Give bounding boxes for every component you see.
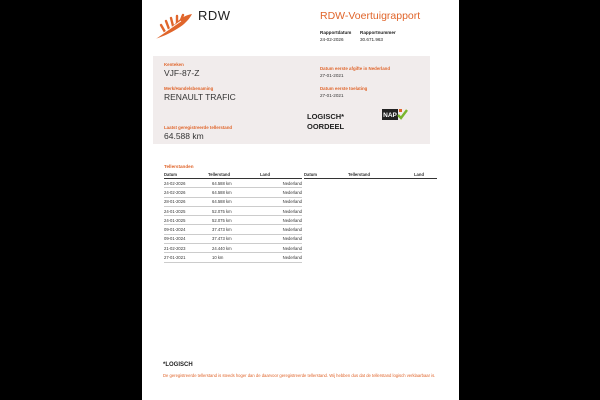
readings-table-right [304, 172, 437, 179]
cell-date: 24-01-2025 [164, 206, 208, 215]
col-header-date: Datum [304, 172, 348, 179]
cell-country: Nederland [260, 206, 302, 215]
odometer-field [164, 125, 232, 141]
table-row [164, 253, 302, 262]
judgement-label [307, 112, 344, 132]
report-title: RDW-Voertuigrapport [320, 10, 421, 22]
table-row [164, 216, 302, 225]
cell-country: Nederland [260, 234, 302, 243]
cell-odometer: 37.473 km [208, 225, 260, 234]
cell-odometer: 64.588 km [208, 179, 260, 188]
brand-name: RDW [198, 8, 231, 23]
cell-date: 09-01-2024 [164, 234, 208, 243]
cell-country: Nederland [260, 253, 302, 262]
report-number-value: 30.671.963 [360, 37, 383, 42]
table-row [164, 206, 302, 215]
cell-date: 27-01-2021 [164, 253, 208, 262]
cell-odometer: 10 km [208, 253, 260, 262]
readings-table-left [164, 172, 302, 263]
rdw-feather-logo-icon [153, 12, 197, 42]
nap-logo-text: NAP [383, 112, 397, 119]
first-nl-value: 27-01-2021 [320, 73, 344, 78]
table-row [164, 179, 302, 188]
cell-date: 09-01-2024 [164, 225, 208, 234]
first-admission-field [320, 86, 367, 98]
cell-country: Nederland [260, 179, 302, 188]
judgement-line-2: OORDEEL [307, 122, 345, 131]
judgement-line-1: LOGISCH* [307, 112, 345, 121]
table-row [164, 197, 302, 206]
odometer-label: Laatst geregistreerde tellerstand [164, 125, 233, 130]
plate-value: VJF-87-Z [164, 68, 200, 78]
report-date [320, 30, 351, 42]
plate-label: Kenteken [164, 62, 184, 67]
cell-odometer: 24.440 km [208, 244, 260, 253]
first-admission-value: 27-01-2021 [320, 93, 344, 98]
model-field [164, 86, 236, 102]
cell-odometer: 52.075 km [208, 206, 260, 215]
cell-date: 24-02-2026 [164, 179, 208, 188]
cell-country: Nederland [260, 244, 302, 253]
table-row [164, 244, 302, 253]
cell-date: 24-01-2025 [164, 216, 208, 225]
nap-logo-icon [382, 109, 408, 120]
model-label: Merk/Handelsbenaming [164, 86, 214, 91]
report-number-label: Rapportnummer [360, 30, 396, 35]
plate-field [164, 62, 199, 78]
col-header-odometer: Tellerstand [348, 172, 414, 179]
report-number [360, 30, 396, 42]
cell-odometer: 64.588 km [208, 188, 260, 197]
readings-section-title: Tellerstanden [164, 164, 194, 169]
legend-title: *LOGISCH [163, 362, 193, 368]
cell-odometer: 37.473 km [208, 234, 260, 243]
table-row [164, 234, 302, 243]
report-page [142, 0, 459, 400]
cell-date: 21-02-2023 [164, 244, 208, 253]
cell-odometer: 64.588 km [208, 197, 260, 206]
first-nl-field [320, 66, 390, 78]
odometer-value: 64.588 km [164, 131, 204, 141]
cell-country: Nederland [260, 188, 302, 197]
report-date-value: 24-02-2026 [320, 37, 344, 42]
col-header-odometer: Tellerstand [208, 172, 260, 179]
legend-text: De geregistreerde tellerstand is steeds hoger dan de daarvoor geregistreerde tellerstand. Wij hebben dus dat de tellerstand logisch verklaarbaar is. [163, 373, 436, 378]
first-admission-label: Datum eerste toelating [320, 86, 368, 91]
first-nl-label: Datum eerste afgifte in Nederland [320, 66, 391, 71]
report-date-label: Rapportdatum [320, 30, 352, 35]
col-header-country: Land [260, 172, 302, 179]
table-row [164, 188, 302, 197]
table-header-row [304, 172, 437, 179]
cell-odometer: 52.075 km [208, 216, 260, 225]
table-row [164, 225, 302, 234]
cell-country: Nederland [260, 225, 302, 234]
cell-country: Nederland [260, 216, 302, 225]
col-header-country: Land [414, 172, 437, 179]
col-header-date: Datum [164, 172, 208, 179]
cell-date: 24-02-2026 [164, 188, 208, 197]
cell-date: 28-01-2026 [164, 197, 208, 206]
model-value: RENAULT TRAFIC [164, 92, 236, 102]
cell-country: Nederland [260, 197, 302, 206]
